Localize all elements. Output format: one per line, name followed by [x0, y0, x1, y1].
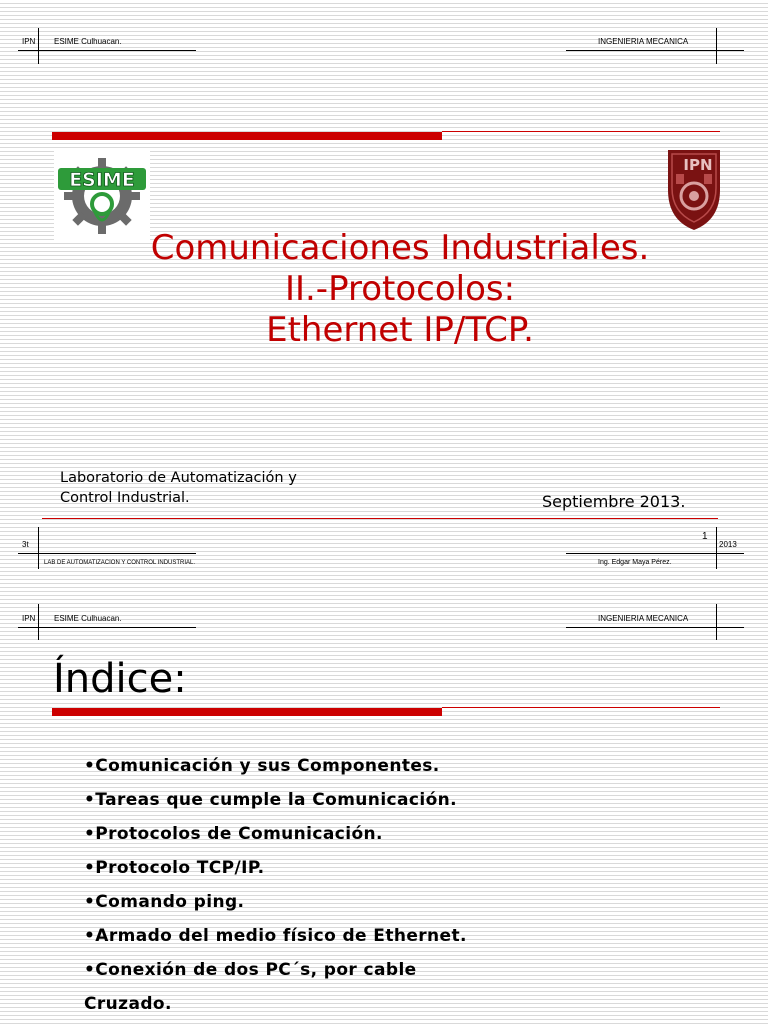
- index-heading: Índice:: [53, 656, 187, 702]
- footer-lab-name: LAB DE AUTOMATIZACION Y CONTROL INDUSTRIAL.: [44, 560, 196, 566]
- lab-name-line-1: Laboratorio de Automatización y: [60, 470, 297, 486]
- index-item: Cruzado.: [84, 994, 172, 1014]
- footer-author: Ing. Edgar Maya Pérez.: [598, 559, 672, 566]
- index-item: •Conexión de dos PC´s, por cable: [84, 960, 417, 980]
- accent-bar: [52, 708, 442, 716]
- header-ipn-code: IPN: [22, 37, 36, 46]
- index-item: •Tareas que cumple la Comunicación.: [84, 790, 458, 810]
- index-item: •Comando ping.: [84, 892, 245, 912]
- index-item: •Armado del medio físico de Ethernet.: [84, 926, 467, 946]
- footer-year: 2013: [719, 540, 737, 549]
- accent-bar: [52, 132, 442, 140]
- index-item: •Protocolos de Comunicación.: [84, 824, 383, 844]
- header-ipn-code: IPN: [22, 614, 36, 623]
- header-department: INGENIERIA MECANICA: [598, 614, 689, 623]
- index-list: [84, 754, 644, 1026]
- slide-title-line-1: Comunicaciones Industriales.: [150, 228, 650, 268]
- header-school: ESIME Culhuacan.: [54, 614, 122, 623]
- slide-title-line-3: Ethernet IP/TCP.: [266, 310, 534, 350]
- index-item: •Comunicación y sus Componentes.: [84, 756, 440, 776]
- accent-line: [442, 131, 720, 132]
- presentation-date: Septiembre 2013.: [542, 492, 686, 511]
- header-department: INGENIERIA MECANICA: [598, 37, 689, 46]
- page-number: 1: [702, 531, 708, 542]
- footer-code: 3t: [22, 540, 29, 549]
- ipn-logo-text: IPN: [683, 156, 713, 174]
- accent-line: [442, 707, 720, 708]
- ipn-logo: [662, 140, 726, 236]
- slide-title-line-2: II.-Protocolos:: [284, 269, 516, 309]
- lab-name-line-2: Control Industrial.: [60, 490, 190, 506]
- esime-logo-text: ESIME: [69, 169, 135, 191]
- index-item: •Protocolo TCP/IP.: [84, 858, 265, 878]
- header-school: ESIME Culhuacan.: [54, 37, 122, 46]
